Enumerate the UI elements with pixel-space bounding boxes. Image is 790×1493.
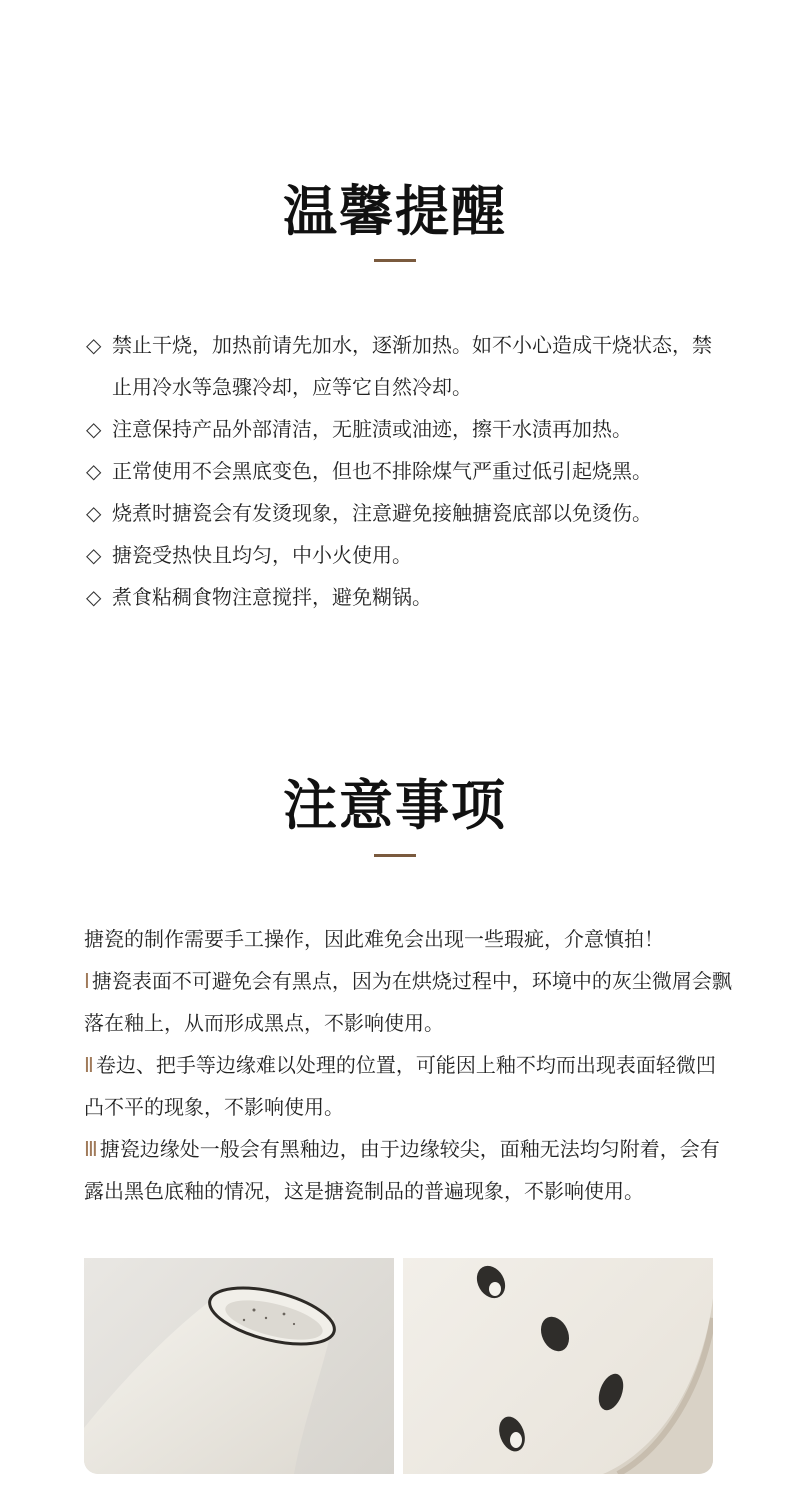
tip-text: 禁止干烧，加热前请先加水，逐渐加热。如不小心造成干烧状态，禁止用冷水等急骤冷却，应等它自然冷却。: [112, 333, 712, 399]
steamer-holes-illustration: [403, 1258, 713, 1474]
tips-list: [86, 324, 726, 618]
note-item: [84, 1128, 734, 1212]
note-text: 卷边、把手等边缘难以处理的位置，可能因上釉不均而出现表面轻微凹凸不平的现象，不影响使用。: [84, 1053, 716, 1119]
tip-item: [86, 492, 726, 534]
notes-list: [84, 918, 734, 1212]
tip-text: 搪瓷受热快且均匀，中小火使用。: [112, 543, 412, 567]
roman-numeral-marker: Ⅱ: [84, 1053, 94, 1077]
notes-title: 注意事项: [283, 774, 507, 837]
diamond-bullet-icon: ◇: [86, 585, 102, 609]
diamond-bullet-icon: ◇: [86, 459, 102, 483]
note-text: 搪瓷表面不可避免会有黑点，因为在烘烧过程中，环境中的灰尘微屑会飘落在釉上，从而形成黑点，不影响使用。: [84, 969, 732, 1035]
tip-text: 正常使用不会黑底变色，但也不排除煤气严重过低引起烧黑。: [112, 459, 652, 483]
tips-title: 温馨提醒: [283, 180, 507, 243]
diamond-bullet-icon: ◇: [86, 543, 102, 567]
tip-text: 烧煮时搪瓷会有发烫现象，注意避免接触搪瓷底部以免烫伤。: [112, 501, 652, 525]
tip-item: [86, 324, 726, 408]
note-item: [84, 1044, 734, 1128]
tips-title-underline: [374, 259, 416, 262]
tip-item: [86, 576, 726, 618]
notes-title-underline: [374, 854, 416, 857]
roman-numeral-marker: Ⅲ: [84, 1137, 98, 1161]
enamel-spout-illustration: [84, 1258, 394, 1474]
diamond-bullet-icon: ◇: [86, 417, 102, 441]
enamel-steamer-holes-photo: [403, 1258, 713, 1474]
diamond-bullet-icon: ◇: [86, 333, 102, 357]
enamel-spout-photo: [84, 1258, 394, 1474]
tip-text: 煮食粘稠食物注意搅拌，避免糊锅。: [112, 585, 432, 609]
note-text: 搪瓷边缘处一般会有黑釉边，由于边缘较尖，面釉无法均匀附着，会有露出黑色底釉的情况，这是搪瓷制品的普遍现象，不影响使用。: [84, 1137, 720, 1203]
tip-item: [86, 534, 726, 576]
notes-intro: 搪瓷的制作需要手工操作，因此难免会出现一些瑕疵，介意慎拍！: [84, 927, 664, 951]
diamond-bullet-icon: ◇: [86, 501, 102, 525]
note-item: [84, 960, 734, 1044]
tip-item: [86, 408, 726, 450]
roman-numeral-marker: Ⅰ: [84, 969, 90, 993]
tip-item: [86, 450, 726, 492]
tip-text: 注意保持产品外部清洁，无脏渍或油迹，擦干水渍再加热。: [112, 417, 632, 441]
